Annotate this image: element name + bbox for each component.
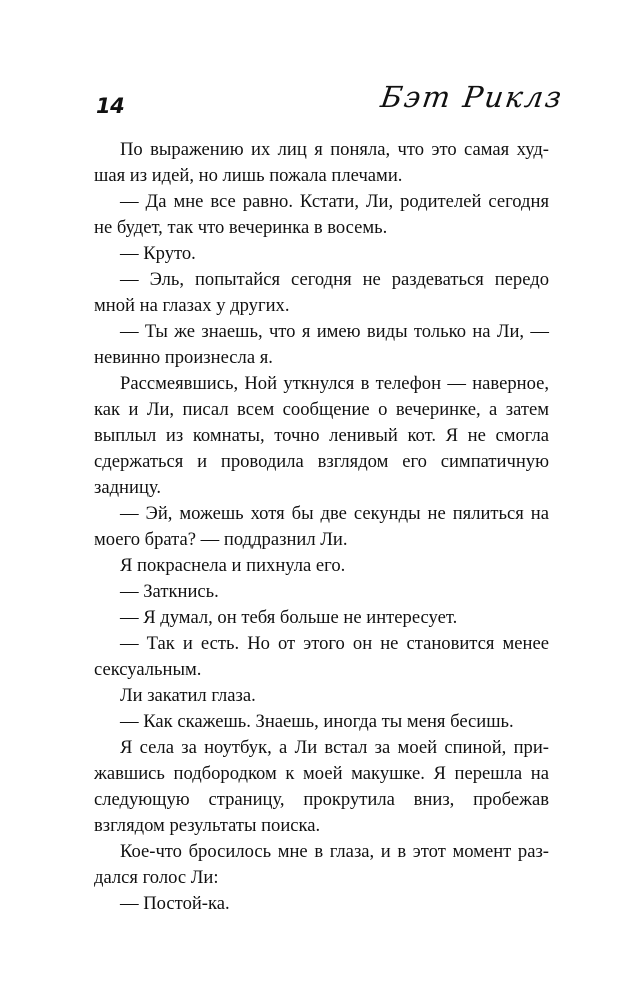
paragraph: — Круто. — [120, 243, 196, 264]
paragraph: Я села за ноутбук, а Ли встал за моей спиной, прижавшись подбородком к моей макушке. Я перешла на следующую страницу, прокрутила вниз, пробежав взглядом результаты поиска. — [94, 737, 549, 836]
paragraph: — Да мне все равно. Кстати, Ли, родителей сегодня не будет, так что вечеринка в восемь. — [94, 191, 549, 238]
paragraph: — Постой-ка. — [120, 893, 230, 914]
paragraph: По выражению их лиц я поняла, что это самая худшая из идей, но лишь пожала плечами. — [94, 139, 549, 186]
paragraph: Рассмеявшись, Ной уткнулся в телефон — наверное, как и Ли, писал всем сообщение о вечеринке, а затем выплыл из комнаты, точно ленивый кот. Я не смогла сдержаться и проводила взглядом его симпатичную задницу. — [94, 373, 549, 498]
paragraph: — Эль, попытайся сегодня не раздеваться передо мной на глазах у других. — [94, 269, 549, 316]
paragraph: — Эй, можешь хотя бы две секунды не пялиться на моего брата? — поддразнил Ли. — [94, 503, 549, 550]
paragraph: — Как скажешь. Знаешь, иногда ты меня бесишь. — [120, 711, 514, 732]
paragraph: — Заткнись. — [120, 581, 219, 602]
paragraph: — Так и есть. Но от этого он не становится менее сексуальным. — [94, 633, 549, 680]
running-head-author: Бэт Риклз — [378, 80, 566, 114]
paragraph: — Ты же знаешь, что я имею виды только на Ли, — невинно произнесла я. — [94, 321, 549, 368]
page-number: 14 — [96, 94, 125, 118]
paragraph: Кое-что бросилось мне в глаза, и в этот момент раздался голос Ли: — [94, 841, 549, 888]
paragraph: — Я думал, он тебя больше не интересует. — [120, 607, 458, 628]
paragraph: Ли закатил глаза. — [120, 685, 256, 706]
body-text — [94, 137, 549, 917]
paragraph: Я покраснела и пихнула его. — [120, 555, 346, 576]
